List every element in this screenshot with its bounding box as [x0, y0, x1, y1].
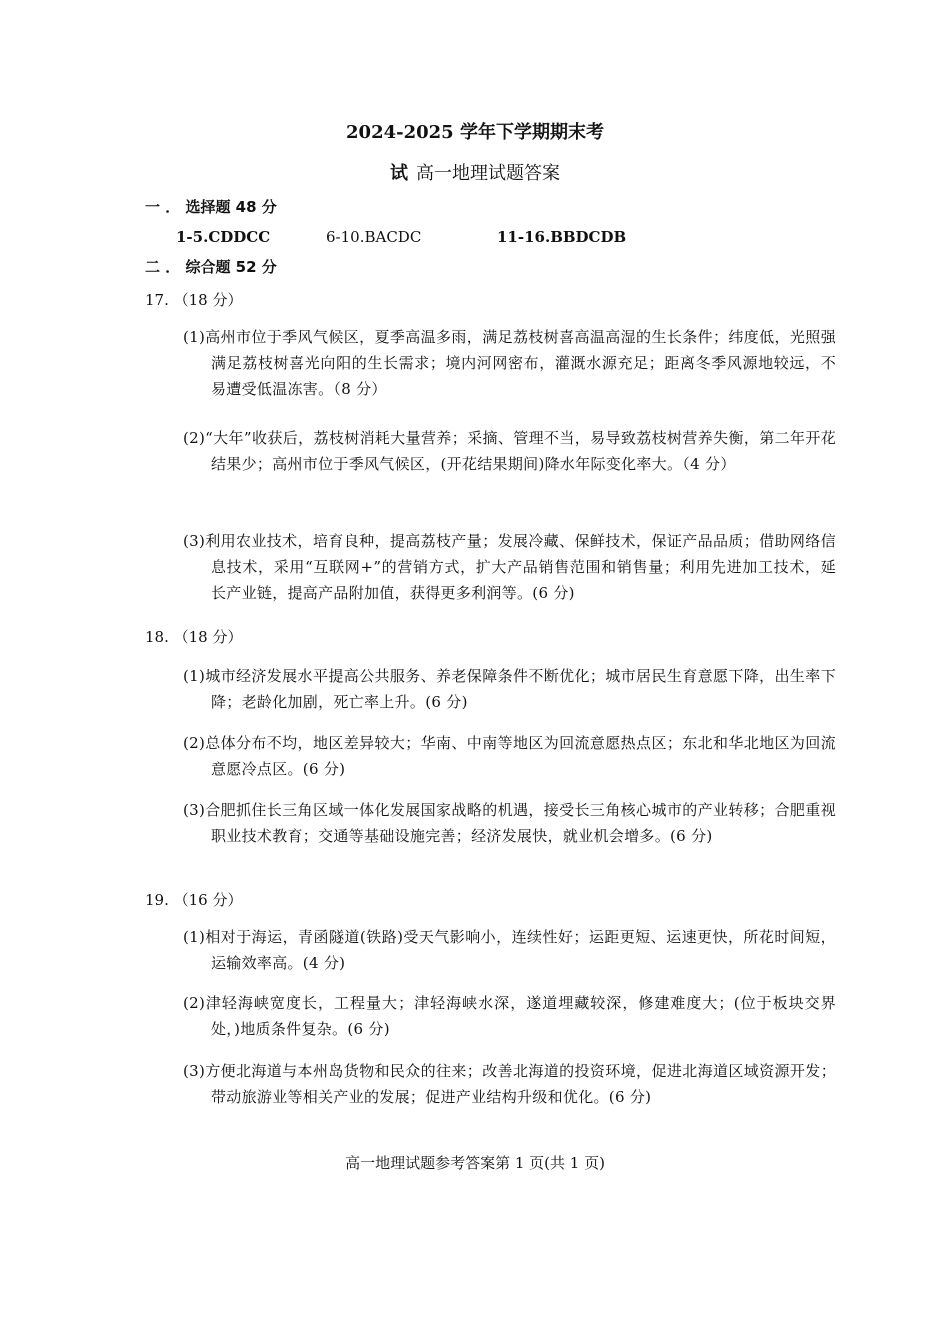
q17-part-2: (2)“大年”收获后，荔枝树消耗大量营养；采摘、管理不当，易导致荔枝树营养失衡，第二年开花结果少；高州市位于季风气候区，(开花结果期间)降水年际变化率大。（4 分）: [183, 429, 836, 473]
page-title: 2024-2025 学年下学期期末考: [346, 122, 604, 143]
subtitle-prefix: 试: [390, 163, 408, 184]
subtitle-text: 高一地理试题答案: [416, 163, 560, 184]
q19-part-1: (1)相对于海运，青函隧道(铁路)受天气影响小，连续性好；运距更短、运速更快，所花时间短，运输效率高。(4 分): [183, 928, 836, 972]
answer-group-3: 11-16.BBDCDB: [497, 228, 627, 246]
page-footer: 高一地理试题参考答案第 1 页(共 1 页): [345, 1154, 605, 1172]
page-subtitle: [0, 159, 950, 185]
q19-part-3: (3)方便北海道与本州岛货物和民众的往来；改善北海道的投资环境，促进北海道区域资源开发；带动旅游业等相关产业的发展；促进产业结构升级和优化。(6 分): [183, 1062, 836, 1106]
q17-part-3: (3)利用农业技术，培育良种，提高荔枝产量；发展冷藏、保鲜技术，保证产品品质；借助网络信息技术，采用“互联网+”的营销方式，扩大产品销售范围和销售量；利用先进加工技术，延长产业链，提高产品附加值，获得更多利润等。(6 分): [183, 532, 836, 602]
q18-part-3: (3)合肥抓住长三角区域一体化发展国家战略的机遇，接受长三角核心城市的产业转移；合肥重视职业技术教育；交通等基础设施完善；经济发展快，就业机会增多。(6 分): [183, 801, 836, 845]
q17-number: 17. （18 分）: [145, 291, 243, 309]
q18-number: 18. （18 分）: [145, 628, 243, 646]
q17-part-1: (1)高州市位于季风气候区，夏季高温多雨，满足荔枝树喜高温高湿的生长条件；纬度低，光照强满足荔枝树喜光向阳的生长需求；境内河网密布，灌溉水源充足；距离冬季风源地较远，不易遭受低温冻害。（8 分）: [183, 328, 836, 398]
q18-part-1: (1)城市经济发展水平提高公共服务、养老保障条件不断优化；城市居民生育意愿下降，出生率下降；老龄化加剧，死亡率上升。(6 分): [183, 667, 836, 711]
q18-part-2: (2)总体分布不均，地区差异较大；华南、中南等地区为回流意愿热点区；东北和华北地区为回流意愿冷点区。(6 分): [183, 734, 836, 778]
section1-heading: 一 ． 选择题 48 分: [145, 198, 277, 216]
section2-heading: 二 ． 综合题 52 分: [145, 258, 277, 276]
answer-group-2: 6-10.BACDC: [326, 228, 422, 246]
q19-part-2: (2)津轻海峡宽度长，工程量大；津轻海峡水深，遂道埋藏较深，修建难度大；(位于板块交界处，)地质条件复杂。(6 分): [183, 994, 836, 1038]
q19-number: 19. （16 分）: [145, 891, 243, 909]
answer-group-1: 1-5.CDDCC: [176, 228, 271, 246]
